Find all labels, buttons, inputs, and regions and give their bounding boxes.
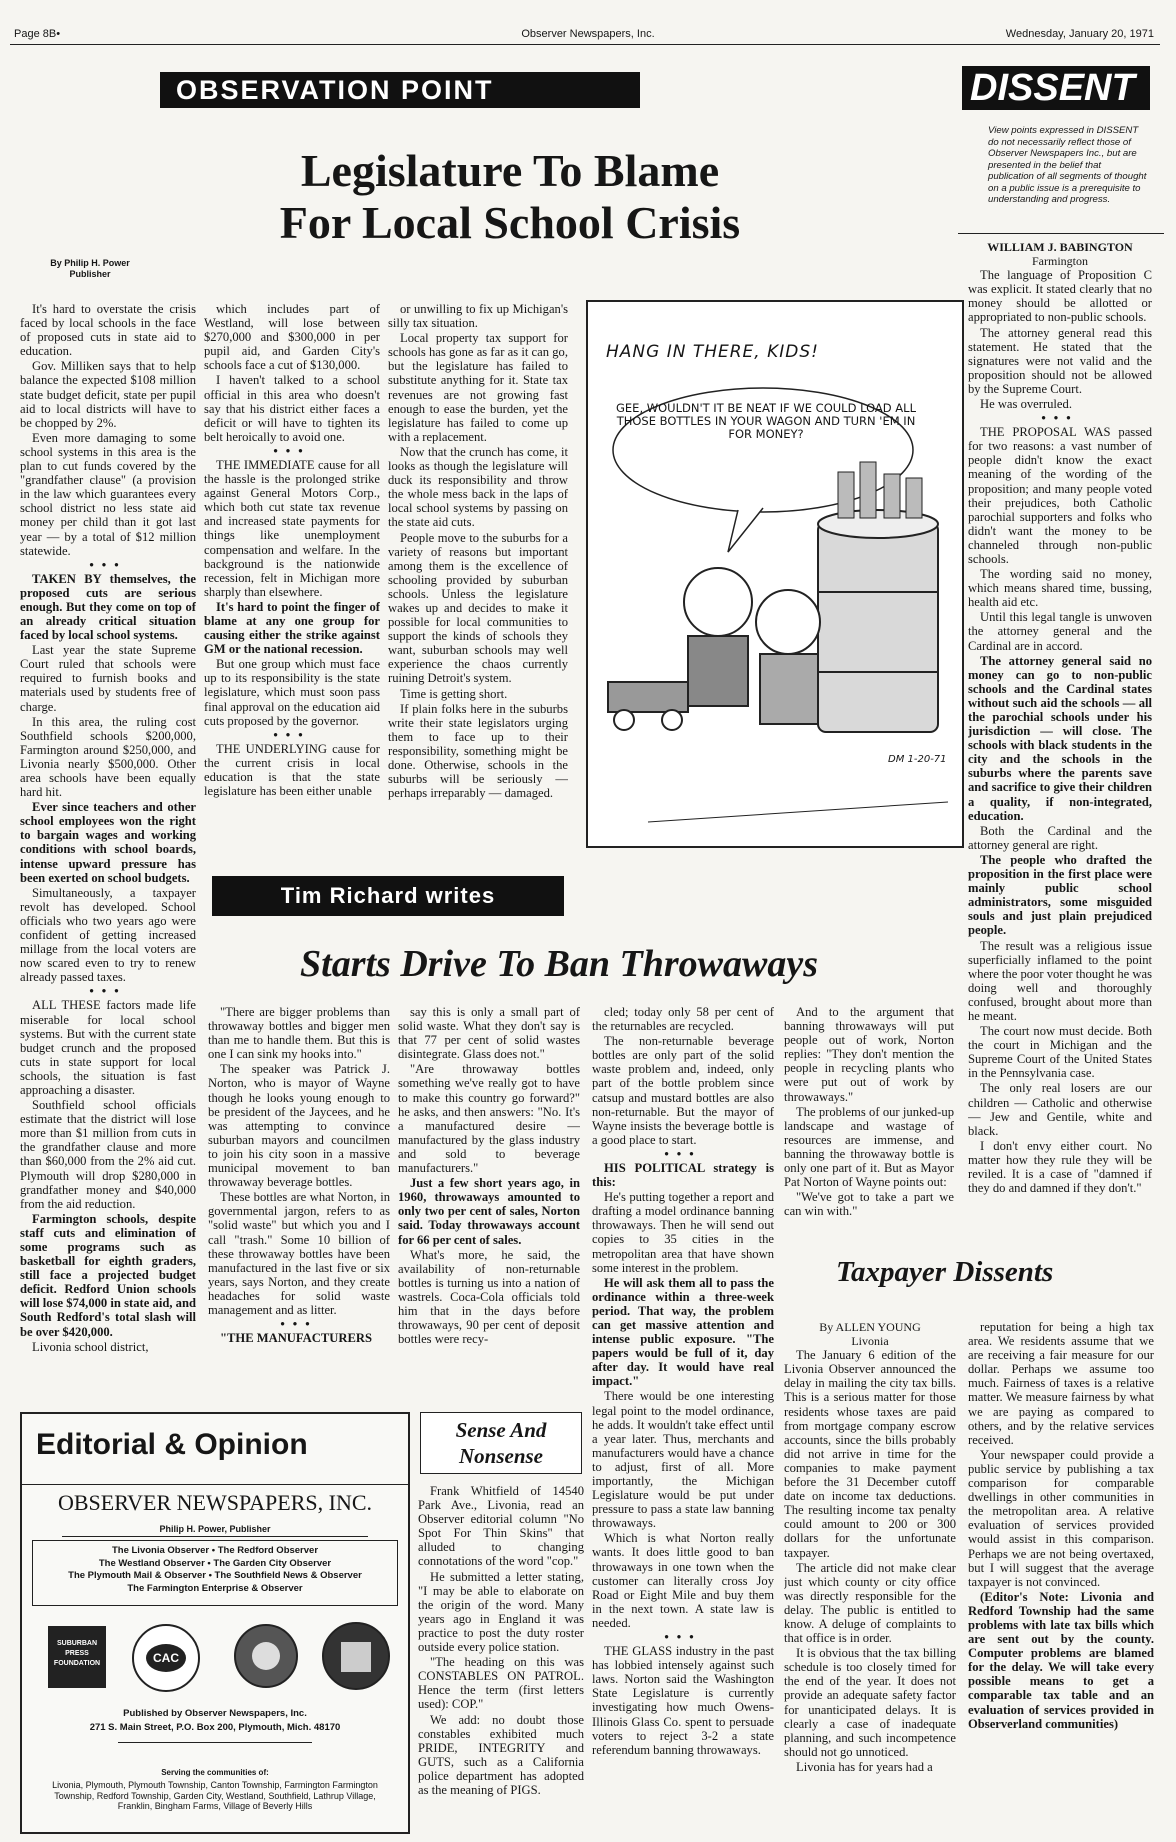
paragraph: Just a few short years ago, in 1960, throwaways amounted to only two per cent of sales, Norton said. Today throwaways account for 66 per cent of sales.	[398, 1176, 580, 1247]
paragraph: Until this legal tangle is unwoven the attorney general and the Cardinal are in accord.	[968, 610, 1152, 653]
paragraph: The non-returnable beverage bottles are only part of the solid waste problem and, indeed, only part of the bottle problem since catsup and mustard bottles are also non-returnable. But the mayor of Wayne insists the beverage bottle is a good place to start.	[592, 1034, 774, 1147]
paragraph: And to the argument that banning throwaways will put people out of work, Norton replies: "They don't mention the people in recycling plants who were put out of work by throwaways."	[784, 1005, 954, 1104]
paragraph: He will ask them all to pass the ordinance within a three-week period. That way, the problem can get massive attention and intense public exposure. "The papers would be full of it, day after day. It would have real impact."	[592, 1275, 774, 1389]
observation-headline	[200, 145, 820, 249]
paragraph: Both the Cardinal and the attorney general are right.	[968, 823, 1152, 852]
seal-logo-2	[322, 1622, 390, 1690]
cartoon-caption: HANG IN THERE, KIDS!	[606, 342, 819, 362]
headline-line-2: For Local School Crisis	[279, 197, 741, 248]
taxpayer-col-1	[784, 1320, 956, 1832]
published-by: Published by Observer Newspapers, Inc.	[123, 1708, 307, 1719]
paragraph: If plain folks here in the suburbs write their state legislators urging them to face up to their responsibility, something might be done. Otherwise, schools in the suburbs will be seriously — perhaps irreparably — damaged.	[388, 701, 568, 801]
observation-col-1	[20, 302, 196, 1386]
serving-communities: Livonia, Plymouth, Plymouth Township, Canton Township, Farmington Farmington Township, Redford Township, Garden City, Westland, Southfield, Lathrup Village, Franklin, Bingham Farms, Village of Beverly Hills	[52, 1780, 378, 1811]
dissent-place: Farmington	[1032, 254, 1088, 269]
address-rule	[118, 1742, 312, 1743]
paragraph: Even more damaging to some school systems in this area is the plan to cut funds covered by the "grandfather clause" (a provision in the law which guarantees every school district no less state aid money per child than it got last year — by a total of $12 million statewide.	[20, 430, 196, 558]
paragraph: Southfield school officials estimate that the district will lose more than $1 million from cuts in the grandfather clause and more than $60,000 from the 2% aid cut. Plymouth will drop $280,000 in grandfather money and $40,000 from the aid reduction.	[20, 1098, 196, 1211]
paragraph: He was overruled.	[980, 397, 1072, 412]
paragraph: It is obvious that the tax billing schedule is too closely timed for the end of the year. It does not provide an adequate safety factor for unanticipated delays. It is clearly a case of inadequate planning, and such incompetence should not go unnoticed.	[784, 1646, 956, 1759]
paragraph: cled; today only 58 per cent of the returnables are recycled.	[592, 1005, 774, 1034]
observation-col-3	[388, 302, 568, 850]
paragraph: I don't envy either court. No matter how they rule they will be reviled. It is a case of "damned if they do and damned if they don't."	[968, 1138, 1152, 1196]
sense-nonsense-box	[420, 1412, 582, 1474]
masthead-box	[20, 1412, 410, 1834]
paragraph: I haven't talked to a school official in this area who doesn't say that his district either faces a deficit or will have to tighten its belt heroically to avoid one.	[204, 373, 380, 444]
dissent-intro: View points expressed in DISSENT do not necessarily reflect those of Observer Newspapers Inc., but are presented in the belief that publication of all segments of thought on a public issue is a prerequisite to understanding and progress.	[988, 125, 1147, 205]
paragraph: Frank Whitfield of 14540 Park Ave., Livonia, read an Observer editorial column "No Spot For Thin Skins" that alluded to changing connotations of the word "cop."	[418, 1484, 584, 1569]
taxpayer-col-2	[968, 1320, 1154, 1832]
paragraph: The people who drafted the proposition in the first place were mainly public school administrators, some misguided souls and just plain prejudiced people.	[968, 852, 1152, 938]
paragraph: Your newspaper could provide a public service by publishing a tax comparison for comparable dwellings in other communities in the metropolitan area. A relative evaluation of services provided would assist in this comparison. Perhaps we are not being overtaxed, but I will suggest that the average taxpayer is not convinced.	[968, 1447, 1154, 1589]
byline-name: By Philip H. Power	[50, 258, 130, 268]
masthead-papers	[32, 1540, 398, 1606]
paragraph: But one group which must face up to its responsibility is the state legislature, which must soon pass final approval on the education aid cuts proposed by the governor.	[204, 657, 380, 728]
paragraph: reputation for being a high tax area. We residents assume that we are receiving a fair measure for our dollar. Perhaps we assume too much. Fairness of taxes is a relative matter. We measure fairness by what we are paying as compared to others, and by the relative services received.	[968, 1320, 1154, 1447]
paragraph: The wording said no money, which means shared time, bussing, health aid etc.	[968, 567, 1152, 610]
paragraph: The attorney general read this statement. He stated that the signatures were not valid and the proposition should not be allowed by the Supreme Court.	[968, 325, 1152, 396]
observation-col-2	[204, 302, 380, 850]
paragraph: or unwilling to fix up Michigan's silly tax situation.	[388, 302, 568, 331]
taxpayer-place: Livonia	[851, 1334, 889, 1349]
byline-title: Publisher	[69, 269, 111, 279]
page-number: Page 8B•	[14, 28, 61, 40]
sense-nonsense-column	[418, 1484, 584, 1834]
masthead-publisher: Philip H. Power, Publisher	[62, 1524, 368, 1537]
paragraph: Livonia school district,	[32, 1339, 149, 1354]
paragraph: Ever since teachers and other school employees won the right to bargain wages and working conditions with school boards, intense upward pressure has been exerted on school budgets.	[20, 800, 196, 885]
paragraph: THE GLASS industry in the past has lobbied intensely against such laws. Norton said the Washington State Legislature is currently investigating how much Owens-Illinois Glass Co. spent to persuade voters to reject 3-2 a state referendum banning throwaways.	[592, 1644, 774, 1757]
paper-line: The Plymouth Mail & Observer • The Southfield News & Observer	[68, 1570, 362, 1581]
section-dots: •••	[1041, 411, 1079, 426]
seal-center	[252, 1642, 280, 1670]
cartoon-speech-balloon: GEE, WOULDN'T IT BE NEAT IF WE COULD LOAD ALL THOSE BOTTLES IN YOUR WAGON AND TURN 'EM IN FOR MONEY?	[616, 401, 916, 441]
throwaways-col-2	[398, 1005, 580, 1397]
paragraph: The court now must decide. Both the court in Michigan and the Supreme Court of the United States in the Pennsylvania case.	[968, 1024, 1152, 1081]
paragraph: The speaker was Patrick J. Norton, who is mayor of Wayne though he looks young enough to be president of the Jaycees, and he was attempting to convince suburban mayors and councilmen to join his city soon in a massive municipal movement to ban throwaway beverage bottles.	[208, 1062, 390, 1190]
cac-logo	[132, 1624, 200, 1692]
section-dots: •••	[664, 1630, 702, 1645]
paragraph: We add: no doubt those constables exhibited much PRIDE, INTEGRITY and GUTS, such as a California police department has adopted as the meaning of PIGS.	[418, 1712, 584, 1797]
section-dots: •••	[664, 1146, 702, 1161]
paragraph: Local property tax support for schools has gone as far as it can go, but the legislature has failed to substitute anything for it. State tax revenues are not growing fast enough to ease the burden, yet the legislature has failed to come up with a replacement.	[388, 331, 568, 444]
section-dots: •••	[89, 984, 127, 999]
paragraph: The problems of our junked-up landscape and wastage of resources are immense, and banning the throwaway bottle is only one part of it. But as Mayor Pat Norton of Wayne points out:	[784, 1104, 954, 1190]
dissent-author: WILLIAM J. BABINGTON	[987, 240, 1133, 254]
paragraph: Which is what Norton really wants. It does little good to ban throwaways in one town when the customer can literally cross Joy Road or Eight Mile and buy them in the next town. A state law is needed.	[592, 1531, 774, 1630]
throwaways-col-3	[592, 1005, 774, 1833]
masthead-title: Editorial & Opinion	[36, 1428, 308, 1461]
seal-logo-1	[234, 1624, 298, 1688]
dissent-banner: DISSENT	[962, 66, 1150, 110]
paragraph: Livonia has for years had a	[796, 1759, 933, 1774]
paragraph: Now that the crunch has come, it looks as though the legislature will duck its responsibility and throw the whole mess back in the laps of local school systems by passing on the state aid cuts.	[388, 444, 568, 530]
section-dots: •••	[273, 443, 311, 458]
observation-point-banner: OBSERVATION POINT	[160, 72, 640, 108]
paragraph: "THE MANUFACTURERS	[220, 1331, 372, 1346]
paragraph: People move to the suburbs for a variety of reasons but important among them is the excellence of schooling provided by suburban schools. Unless the legislature wakes up and decides to make it possible for local communities to support the kinds of schools they want, suburban schools may well experience the chaos currently ruining Detroit's system.	[388, 530, 568, 686]
masthead-address: 271 S. Main Street, P.O. Box 200, Plymouth, Mich. 48170	[89, 1722, 341, 1733]
head-rule	[10, 44, 1160, 45]
paragraph: HIS POLITICAL strategy is this:	[592, 1160, 774, 1190]
section-dots: •••	[273, 727, 311, 742]
editorial-cartoon	[586, 300, 964, 848]
paragraph: THE PROPOSAL WAS passed for two reasons: a vast number of people didn't know the exact meaning of the wording of the proposition; and many people voted their prejudices, both Catholic parochial supporters and folks who didn't want the money to be channeled through non-public schools.	[968, 425, 1152, 566]
paragraph: It's hard to overstate the crisis faced by local schools in the face of proposed cuts in state aid to education.	[20, 302, 196, 359]
paper-line: The Westland Observer • The Garden City Observer	[98, 1557, 332, 1569]
paragraph: Farmington schools, despite staff cuts and elimination of some programs such as basketball for eighth graders, still face a projected budget deficit. Redford Union schools will lose $74,000 in state aid, and South Redford's total slash will be over $420,000.	[20, 1211, 196, 1339]
paragraph: He's putting together a report and drafting a model ordinance banning throwaways. Then he will send out copies to 35 cities in the metropolitan area that have shown some interest in the problem.	[592, 1190, 774, 1275]
paragraph: The language of Proposition C was explicit. It stated clearly that no money should be allotted or appropriated to non-public schools.	[968, 268, 1152, 325]
paragraph: Last year the state Supreme Court ruled that schools were required to furnish books and materials used by students free of charge.	[20, 643, 196, 714]
paper-line: The Farmington Enterprise & Observer	[127, 1582, 303, 1594]
paragraph: What's more, he said, the availability of non-returnable bottles is turning us into a nation of wastrels. Coca-Cola officials told him that in the days before throwaways, 90 per cent of deposit bottles were recy-	[398, 1247, 580, 1347]
paragraph: It's hard to point the finger of blame at any one group for causing either the strike against GM or the national recession.	[204, 599, 380, 657]
paragraph: There would be one interesting legal point to the model ordinance, he adds. It wouldn't take effect until a year later. Thus, merchants and manufacturers would have a chance to adjust, first of all. More importantly, the Michigan Legislature would be put under pressure to pass a state law banning throwaways.	[592, 1389, 774, 1531]
paragraph: "The heading on this was CONSTABLES ON PATROL. Hence the term (first letters used): COP."	[418, 1655, 584, 1712]
issue-date: Wednesday, January 20, 1971	[1005, 28, 1154, 40]
byline	[40, 258, 140, 280]
cac-logo-text: CAC	[146, 1644, 186, 1672]
paragraph: "Are throwaway bottles something we've really got to have to make this country go forward?" he asks, and then answers: "No. It's a manufactured desire — manufactured by the glass industry and sold to beverage manufacturers."	[398, 1062, 580, 1176]
section-dots: •••	[280, 1317, 318, 1332]
seal-center	[341, 1642, 371, 1672]
sense-title-line-2: Nonsense	[458, 1444, 543, 1468]
paragraph: He submitted a letter stating, "I may be able to elaborate on the origin of the word. Many years ago in England it was practice to post the duty roster outside every police station.	[418, 1569, 584, 1655]
headline-line-1: Legislature To Blame	[300, 145, 720, 196]
paragraph: (Editor's Note: Livonia and Redford Township had the same problems with late tax bills which are sent out by the county. Computer problems are blamed for the delay. We will take every possible means to get a comparable tax table and an evaluation of services provided in Observerland communities)	[968, 1589, 1154, 1731]
taxpayer-author: By ALLEN YOUNG	[819, 1320, 921, 1334]
paragraph: THE UNDERLYING cause for the current crisis in local education is that the state legislature has been either unable	[204, 741, 380, 798]
paragraph: The result was a religious issue superficially inflamed to the point where the poor voter thought he was doing well and thoroughly confused, brought about more than he meant.	[968, 938, 1152, 1023]
paragraph: THE IMMEDIATE cause for all the hassle is the prolonged strike against General Motors Corp., which both cut state tax revenue and increased state payments for things like unemployment compensation and welfare. In the background is the nationwide recession, felt in Michigan more sharply than elsewhere.	[204, 457, 380, 599]
paragraph: The attorney general said no money can go to non-public schools and the Cardinal states without such aid the schools — all the parochial schools under his jurisdiction — will close. The schools with black students in the city and the schools in the suburbs where the parents save and sacrifice to give their children a quality, if non-integrated, education.	[968, 653, 1152, 823]
publisher-name: Observer Newspapers, Inc.	[521, 28, 655, 40]
masthead-rule	[22, 1484, 408, 1485]
paragraph: Time is getting short.	[400, 686, 508, 701]
taxpayer-headline: Taxpayer Dissents	[836, 1256, 1054, 1288]
dissent-column	[968, 240, 1152, 1400]
paragraph: TAKEN BY themselves, the proposed cuts are serious enough. But they come on top of an already critical situation faced by local school systems.	[20, 571, 196, 643]
paragraph: ALL THESE factors made life miserable for local school systems. But with the current state budget crunch and the proposed cuts in state support for local schools, the situation is fast approaching a disaster.	[20, 998, 196, 1097]
paragraph: These bottles are what Norton, in governmental jargon, refers to as "solid waste" but which you and I call "trash." Some 10 billion of these throwaway bottles have been manufactured in the last five or six years, says Norton, and they create headaches for solid waste management and as litter.	[208, 1190, 390, 1317]
tim-richard-banner: Tim Richard writes	[212, 876, 564, 916]
section-dots: •••	[89, 557, 127, 572]
paragraph: "There are bigger problems than throwaway bottles and bigger men than me to handle them. But this is one I can sink my hooks into."	[208, 1005, 390, 1062]
paragraph: Simultaneously, a taxpayer revolt has developed. School officials who two years ago were confident of getting increased millage from the local voters are now scared even to try to renew already passed taxes.	[20, 885, 196, 985]
dissent-rule	[958, 233, 1164, 234]
paragraph: which includes part of Westland, will lose between $270,000 and $300,000 in per pupil aid, and Garden City's schools face a cut of $130,000.	[204, 302, 380, 373]
throwaways-col-1	[208, 1005, 390, 1397]
throwaways-headline: Starts Drive To Ban Throwaways	[300, 943, 819, 985]
paper-line: The Livonia Observer • The Redford Observer	[111, 1545, 319, 1556]
paragraph: The article did not make clear just which county or city office was directly responsible for the delay. The public is entitled to know. A deluge of complaints to that office is in order.	[784, 1560, 956, 1646]
paragraph: The January 6 edition of the Livonia Observer announced the delay in mailing the city tax bills. This is a serious matter for those residents whose taxes are paid from mortgage company escrow accounts, since the bills probably did not arrive in time for the companies to make payment before the 31 December cutoff date on income tax deductions. The resulting income tax penalty could amount to 200 or 300 dollars for the unfortunate taxpayer.	[784, 1348, 956, 1560]
cartoon-signature: DM 1-20-71	[888, 754, 947, 765]
paragraph: "We've got to take a part we can win with."	[784, 1190, 954, 1219]
masthead-company: OBSERVER NEWSPAPERS, INC.	[57, 1490, 373, 1515]
sense-title-line-1: Sense And	[455, 1418, 547, 1442]
press-foundation-logo: SUBURBAN PRESS FOUNDATION	[48, 1626, 106, 1688]
paragraph: The only real losers are our children — Catholic and otherwise — Jew and Gentile, white and black.	[968, 1081, 1152, 1138]
paragraph: Gov. Milliken says that to help balance the expected $108 million state budget deficit, state per pupil aid to local districts will have to be chopped by 2%.	[20, 359, 196, 430]
paragraph: In this area, the ruling cost Southfield schools $200,000, Farmington around $250,000, and Livonia nearly $500,000. Other area schools have been equally hard hit.	[20, 714, 196, 800]
serving-heading: Serving the communities of:	[161, 1768, 269, 1777]
paragraph: say this is only a small part of solid waste. What they don't say is that 77 per cent of solid wastes disintegrate. Glass does not."	[398, 1005, 580, 1062]
throwaways-col-4	[784, 1005, 954, 1255]
